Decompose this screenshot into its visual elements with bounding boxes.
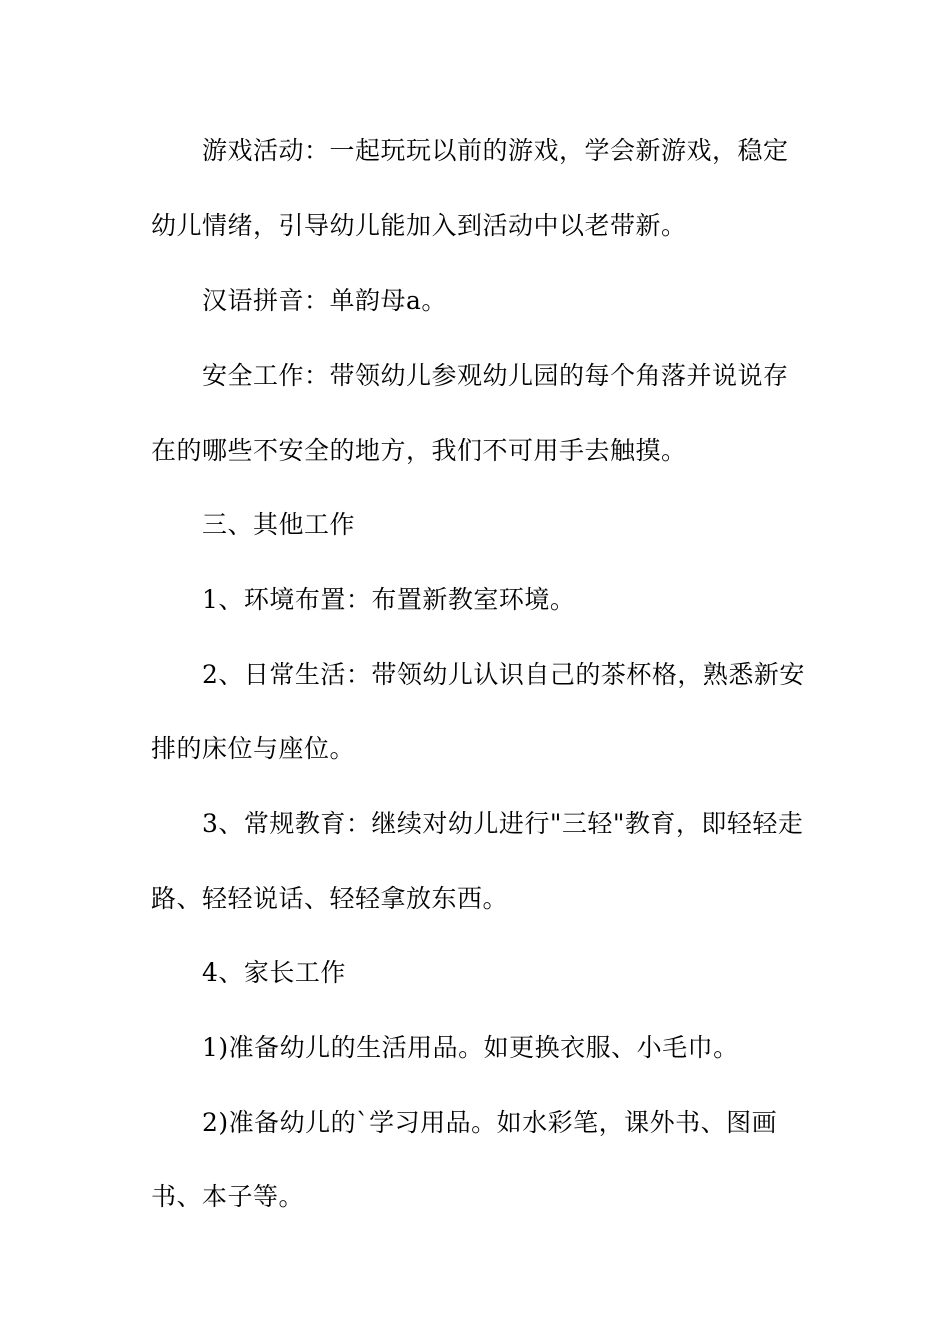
sub-item-study-supplies-line-1: 2)准备幼儿的`学习用品。如水彩笔，课外书、图画 [202, 1108, 778, 1137]
item-environment: 1、环境布置：布置新教室环境。 [202, 585, 576, 614]
section-heading-other-work: 三、其他工作 [202, 510, 356, 539]
item-routine-education-line-2: 路、轻轻说话、轻轻拿放东西。 [151, 884, 509, 913]
paragraph-safety-line-2: 在的哪些不安全的地方，我们不可用手去触摸。 [151, 436, 687, 465]
paragraph-game-activity-line-1: 游戏活动：一起玩玩以前的游戏，学会新游戏，稳定 [202, 136, 789, 165]
item-daily-life-line-1: 2、日常生活：带领幼儿认识自己的茶杯格，熟悉新安 [202, 660, 805, 689]
paragraph-game-activity-line-2: 幼儿情绪，引导幼儿能加入到活动中以老带新。 [151, 211, 687, 240]
item-daily-life-line-2: 排的床位与座位。 [151, 734, 356, 763]
item-routine-education-line-1: 3、常规教育：继续对幼儿进行"三轻"教育，即轻轻走 [202, 809, 804, 838]
paragraph-pinyin: 汉语拼音：单韵母a。 [202, 286, 447, 315]
item-parent-work: 4、家长工作 [202, 958, 346, 987]
sub-item-study-supplies-line-2: 书、本子等。 [151, 1182, 305, 1211]
paragraph-safety-line-1: 安全工作：带领幼儿参观幼儿园的每个角落并说说存 [202, 361, 789, 390]
sub-item-daily-supplies: 1)准备幼儿的生活用品。如更换衣服、小毛巾。 [202, 1033, 739, 1062]
